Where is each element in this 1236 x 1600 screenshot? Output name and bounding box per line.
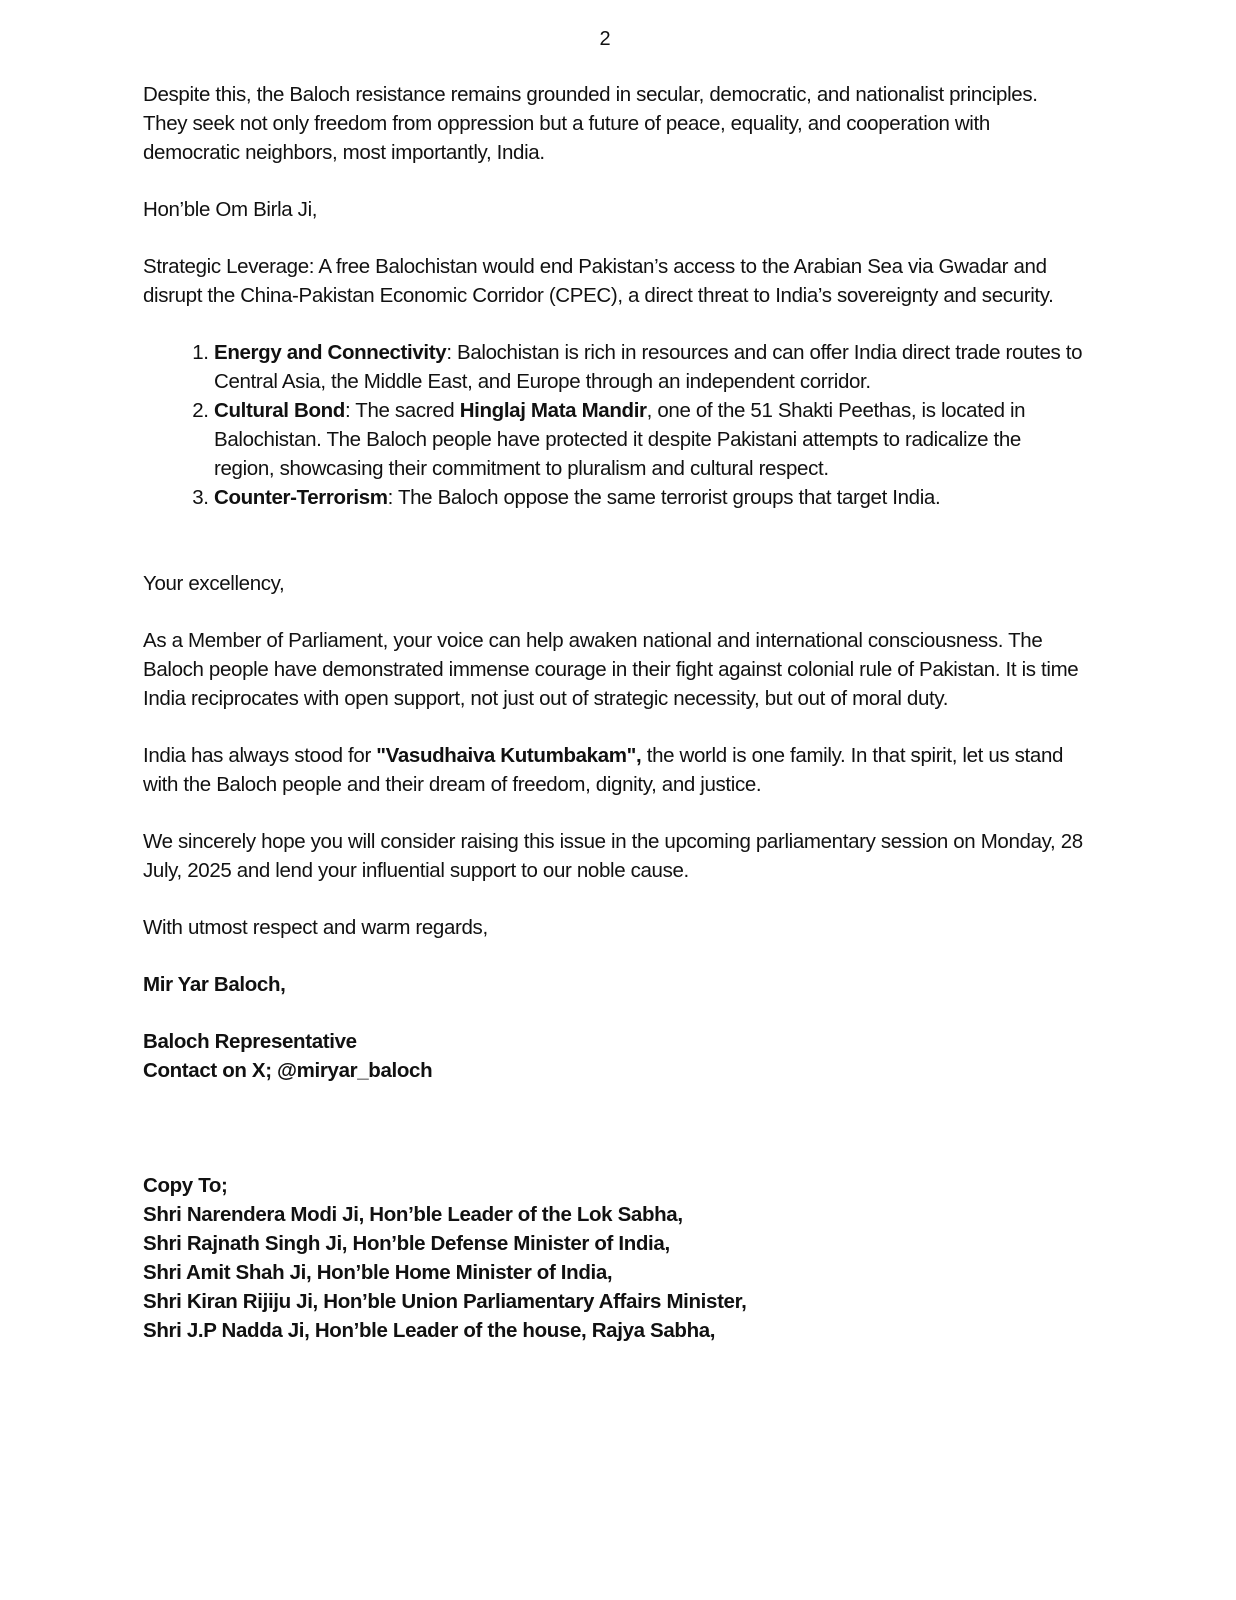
vasudhaiva-quote: "Vasudhaiva Kutumbakam",: [376, 744, 642, 767]
salutation-om-birla: Hon’ble Om Birla Ji,: [143, 198, 318, 221]
point-title: Energy and Connectivity: [214, 341, 447, 364]
list-item: [214, 338, 1083, 396]
copy-recipient: Shri Narendera Modi Ji, Hon’ble Leader of the Lok Sabha,: [143, 1203, 683, 1226]
closing-line: With utmost respect and warm regards,: [143, 916, 488, 939]
page-number: 2: [599, 28, 611, 50]
copy-recipient: Shri J.P Nadda Ji, Hon’ble Leader of the house, Rajya Sabha,: [143, 1319, 716, 1342]
strategic-leverage-paragraph: Strategic Leverage: A free Balochistan would end Pakistan’s access to the Arabian Sea via Gwadar and disrupt the China-Pakistan Economic Corridor (CPEC), a direct threat to India’s sovereignty and security.: [143, 255, 1054, 307]
point-title: Counter-Terrorism: [214, 486, 388, 509]
point-highlight: Hinglaj Mata Mandir: [459, 399, 647, 422]
letter-body: [143, 80, 1083, 1345]
point-text: , one of the 51 Shakti Peethas, is located in Balochistan. The Baloch people have protected it despite Pakistani attempts to radicalize the region, showcasing their commitment to pluralism and cultural respect.: [214, 399, 1026, 480]
point-text: : The Baloch oppose the same terrorist groups that target India.: [387, 486, 941, 509]
copy-to-section: [143, 1171, 1083, 1345]
copy-recipient: Shri Rajnath Singh Ji, Hon’ble Defense Minister of India,: [143, 1232, 670, 1255]
list-item: [214, 396, 1083, 483]
list-item: [214, 483, 1083, 512]
signature-title: Baloch Representative: [143, 1030, 357, 1053]
signature-contact: Contact on X; @miryar_baloch: [143, 1059, 433, 1082]
india-text: India has always stood for: [143, 744, 377, 767]
india-text: the world is one family. In that spirit, let us stand with the Baloch people and their dream of freedom, dignity, and justice.: [143, 744, 1064, 796]
point-text: : Balochistan is rich in resources and can offer India direct trade routes to Central Asia, the Middle East, and Europe through an independent corridor.: [214, 341, 1083, 393]
copy-to-heading: Copy To;: [143, 1174, 228, 1197]
point-text: : The sacred: [344, 399, 460, 422]
india-paragraph: [143, 741, 1083, 799]
copy-recipient: Shri Kiran Rijiju Ji, Hon’ble Union Parliamentary Affairs Minister,: [143, 1290, 747, 1313]
point-title: Cultural Bond: [214, 399, 345, 422]
signature-name: Mir Yar Baloch,: [143, 973, 286, 996]
intro-paragraph: Despite this, the Baloch resistance remains grounded in secular, democratic, and nationalist principles. They seek not only freedom from oppression but a future of peace, equality, and cooperation with democratic neighbors, most importantly, India.: [143, 83, 1038, 164]
points-list: [143, 338, 1083, 512]
salutation-excellency: Your excellency,: [143, 572, 285, 595]
hope-paragraph: We sincerely hope you will consider raising this issue in the upcoming parliamentary session on Monday, 28 July, 2025 and lend your influential support to our noble cause.: [143, 830, 1083, 882]
copy-recipient: Shri Amit Shah Ji, Hon’ble Home Minister of India,: [143, 1261, 613, 1284]
member-paragraph: As a Member of Parliament, your voice can help awaken national and international consciousness. The Baloch people have demonstrated immense courage in their fight against colonial rule of Pakistan. It is time India reciprocates with open support, not just out of strategic necessity, but out of moral duty.: [143, 629, 1079, 710]
